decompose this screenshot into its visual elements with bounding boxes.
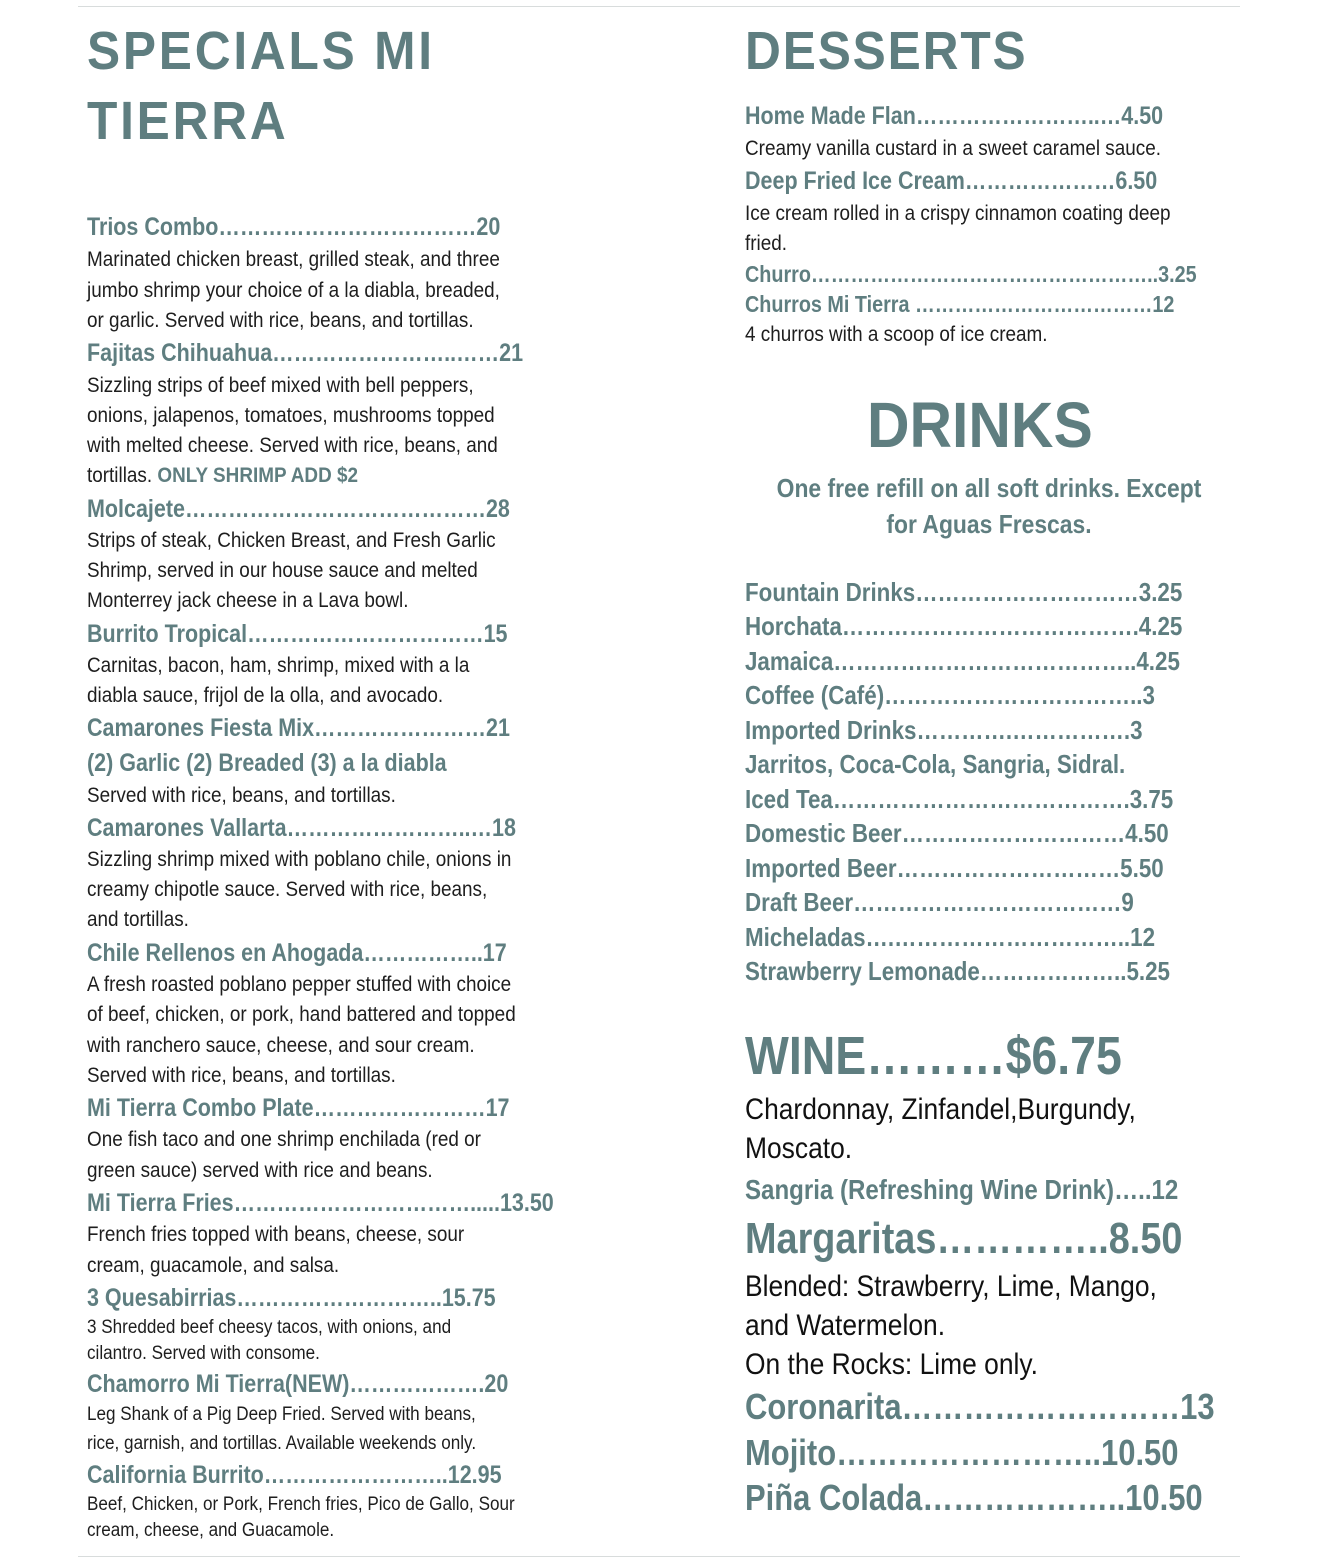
- menu-item-desc: or garlic. Served with rice, beans, and tortillas.: [87, 309, 474, 332]
- drink-item: Coffee (Café)……………………………..3: [745, 680, 1155, 710]
- menu-item-desc: 3 Shredded beef cheesy tacos, with onions, and: [87, 1317, 452, 1338]
- menu-item-desc: Served with rice, beans, and tortillas.: [87, 784, 396, 807]
- menu-item-desc: Strips of steak, Chicken Breast, and Fresh Garlic: [87, 529, 496, 552]
- menu-item-name-price: Fajitas Chihuahua……………………..……21: [87, 339, 524, 367]
- drink-item: Imported Beer…………………………5.50: [745, 853, 1164, 883]
- menu-item-desc: and tortillas.: [87, 908, 189, 931]
- sangria-item: Sangria (Refreshing Wine Drink)…..12: [745, 1174, 1179, 1205]
- specials-title-line2: TIERRA: [87, 91, 289, 151]
- cocktail-item: Mojito……………………..10.50: [745, 1432, 1179, 1473]
- menu-item-name-price: California Burrito……………………..12.95: [87, 1461, 502, 1489]
- menu-item-desc: A fresh roasted poblano pepper stuffed with choice: [87, 973, 512, 996]
- menu-item-desc: Served with rice, beans, and tortillas.: [87, 1064, 396, 1087]
- menu-item-desc: with ranchero sauce, cheese, and sour cream.: [87, 1034, 475, 1057]
- drink-item: Fountain Drinks…………………………3.25: [745, 577, 1183, 607]
- margaritas-title: Margaritas…………..8.50: [745, 1214, 1183, 1263]
- menu-item-desc: jumbo shrimp your choice of a la diabla, breaded,: [87, 279, 500, 302]
- menu-item-desc: cream, guacamole, and salsa.: [87, 1254, 340, 1277]
- menu-item-desc: French fries topped with beans, cheese, sour: [87, 1223, 465, 1246]
- specials-title-line1: SPECIALS MI: [87, 21, 435, 81]
- drink-item: Iced Tea………………………………….3.75: [745, 784, 1174, 814]
- drink-item: Strawberry Lemonade………………..5.25: [745, 956, 1170, 986]
- menu-item-desc: creamy chipotle sauce. Served with rice, beans,: [87, 878, 488, 901]
- drink-item: Jamaica…………………………………..4.25: [745, 646, 1180, 676]
- shrimp-note: ONLY SHRIMP ADD $2: [157, 464, 358, 487]
- menu-item-desc: [87, 461, 358, 491]
- menu-item-desc: Shrimp, served in our house sauce and melted: [87, 559, 478, 582]
- desserts-title: DESSERTS: [745, 21, 1028, 81]
- menu-item-name-price: Mi Tierra Combo Plate……………………17: [87, 1094, 510, 1122]
- drink-item: Jarritos, Coca-Cola, Sangria, Sidral.: [745, 749, 1126, 779]
- menu-item-desc: Sizzling strips of beef mixed with bell peppers,: [87, 374, 474, 397]
- menu-item-desc: Leg Shank of a Pig Deep Fried. Served with beans,: [87, 1404, 476, 1425]
- menu-item-desc: Monterrey jack cheese in a Lava bowl.: [87, 589, 409, 612]
- drink-item: Imported Drinks………….…………….3: [745, 715, 1143, 745]
- drinks-title: DRINKS: [867, 389, 1093, 461]
- cocktail-item: Piña Colada………………..10.50: [745, 1477, 1203, 1518]
- wine-varieties: Moscato.: [745, 1132, 853, 1165]
- drink-item: Micheladas….…………………………..12: [745, 922, 1156, 952]
- menu-item-desc: One fish taco and one shrimp enchilada (red or: [87, 1128, 481, 1151]
- menu-item-name-price: Camarones Fiesta Mix……………………21: [87, 714, 510, 742]
- menu-item-name-price: Camarones Vallarta……………………..…18: [87, 814, 516, 842]
- menu-item-name-price: Burrito Tropical……………………………15: [87, 620, 508, 648]
- menu-item-desc: 4 churros with a scoop of ice cream.: [745, 323, 1048, 346]
- menu-item-name-price: Deep Fried Ice Cream…………………6.50: [745, 167, 1158, 195]
- top-divider: [78, 6, 1240, 7]
- menu-item-desc: fried.: [745, 232, 788, 255]
- drink-item: Horchata………………………………….4.25: [745, 611, 1183, 641]
- margaritas-desc: On the Rocks: Lime only.: [745, 1348, 1038, 1381]
- menu-item-name-price: Churro……………………………………………..3.25: [745, 261, 1197, 287]
- menu-item-desc: Carnitas, bacon, ham, shrimp, mixed with a la: [87, 654, 470, 677]
- menu-item-name-price: Churros Mi Tierra ………………………………12: [745, 291, 1175, 317]
- menu-item-name-price: Chile Rellenos en Ahogada……………..17: [87, 939, 507, 967]
- drink-item: Draft Beer………………………………9: [745, 887, 1134, 917]
- cocktail-item: Coronarita………………………13: [745, 1386, 1215, 1427]
- wine-title: WINE………$6.75: [745, 1026, 1122, 1086]
- margaritas-desc: Blended: Strawberry, Lime, Mango,: [745, 1270, 1157, 1303]
- menu-item-name-price: 3 Quesabirrias………………………..15.75: [87, 1284, 496, 1312]
- menu-item-name-price: Chamorro Mi Tierra(NEW)……………….20: [87, 1370, 509, 1398]
- menu-item-desc: Beef, Chicken, or Pork, French fries, Pico de Gallo, Sour: [87, 1494, 515, 1515]
- menu-item-desc: cilantro. Served with consome.: [87, 1343, 320, 1364]
- menu-item-desc: Creamy vanilla custard in a sweet caramel sauce.: [745, 137, 1161, 160]
- menu-item-name-price: Home Made Flan……………………..…4.50: [745, 102, 1164, 130]
- menu-item-desc: diabla sauce, frijol de la olla, and avocado.: [87, 684, 444, 707]
- bottom-divider: [78, 1556, 1240, 1557]
- menu-item-desc: rice, garnish, and tortillas. Available weekends only.: [87, 1433, 477, 1454]
- menu-item-desc: onions, jalapenos, tomatoes, mushrooms topped: [87, 404, 495, 427]
- margaritas-desc: and Watermelon.: [745, 1309, 946, 1342]
- menu-item-desc: cream, cheese, and Guacamole.: [87, 1520, 335, 1541]
- menu-item-desc-text: tortillas.: [87, 464, 153, 487]
- menu-item-sub: (2) Garlic (2) Breaded (3) a la diabla: [87, 749, 447, 777]
- menu-item-name-price: Molcajete……………………………………28: [87, 495, 510, 523]
- refill-note: for Aguas Frescas.: [886, 509, 1092, 539]
- menu-item-name-price: Trios Combo………………………………20: [87, 213, 501, 241]
- menu-item-name-price: Mi Tierra Fries…………………………….....13.50: [87, 1189, 554, 1217]
- menu-item-desc: with melted cheese. Served with rice, beans, and: [87, 434, 498, 457]
- menu-item-desc: Marinated chicken breast, grilled steak, and three: [87, 248, 500, 271]
- refill-note: One free refill on all soft drinks. Except: [776, 473, 1202, 503]
- menu-item-desc: Sizzling shrimp mixed with poblano chile, onions in: [87, 848, 512, 871]
- menu-item-desc: Ice cream rolled in a crispy cinnamon coating deep: [745, 202, 1171, 225]
- menu-item-desc: green sauce) served with rice and beans.: [87, 1159, 433, 1182]
- menu-item-desc: of beef, chicken, or pork, hand battered and topped: [87, 1003, 516, 1026]
- drink-item: Domestic Beer…………………………4.50: [745, 818, 1169, 848]
- wine-varieties: Chardonnay, Zinfandel,Burgundy,: [745, 1093, 1136, 1126]
